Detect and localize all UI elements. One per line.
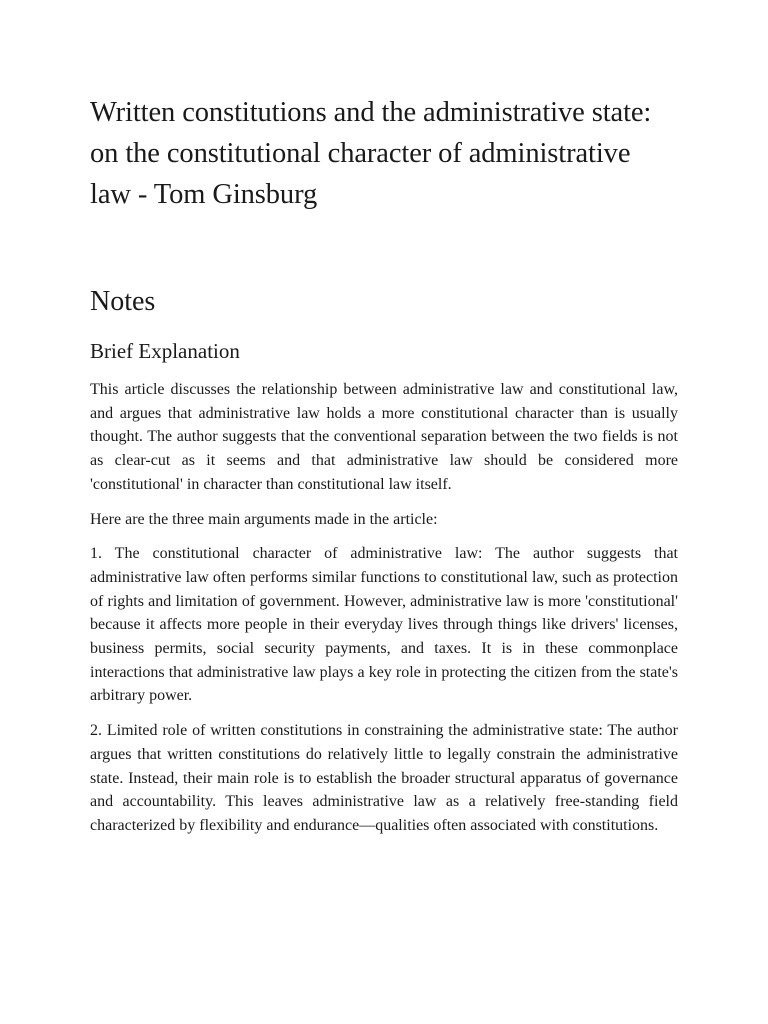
document-page (90, 92, 678, 834)
paragraph-argument-2: 2. Limited role of written constitutions in constraining the administrative state: The author argues that written constitutions do relatively little to legally constrain the administrative state. Instead, their main role is to establish the broader structural apparatus of governance and accountability. This leaves administrative law as a relatively free-standing field characterized by flexibility and endurance—qualities often associated with constitutions. (90, 722, 678, 834)
sub-heading-brief-explanation: Brief Explanation (90, 339, 240, 363)
paragraph-arguments-lead: Here are the three main arguments made in the article: (90, 510, 438, 528)
body-text (90, 378, 678, 849)
paragraph-intro: This article discusses the relationship between administrative law and constitutional law, and argues that administrative law holds a more constitutional character than is usually thought. The author suggests that the conventional separation between the two fields is not as clear-cut as it seems and that administrative law should be considered more 'constitutional' in character than constitutional law itself. (90, 381, 678, 493)
paragraph-argument-1: 1. The constitutional character of administrative law: The author suggests that administrative law often performs similar functions to constitutional law, such as protection of rights and limitation of government. However, administrative law is more 'constitutional' because it affects more people in their everyday lives through things like drivers' licenses, business permits, social security payments, and taxes. It is in these commonplace interactions that administrative law plays a key role in protecting the citizen from the state's arbitrary power. (90, 545, 678, 705)
section-heading-notes: Notes (90, 286, 156, 317)
document-title: Written constitutions and the administrative state: on the constitutional character of administrative law - Tom Ginsburg (90, 97, 652, 210)
